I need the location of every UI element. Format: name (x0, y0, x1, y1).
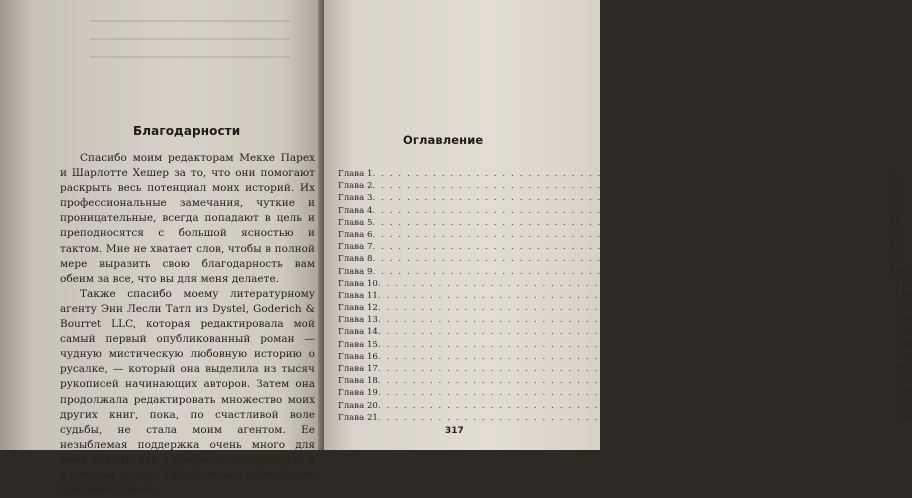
toc-entry (338, 266, 907, 279)
toc-leader-dots: . . . . . . . . . . . . . . . . . . . . . . . . . . . . . . . . . . . . . . . . . . . . . . . . . . . . . . . . . . . . (377, 290, 894, 301)
toc-entry (338, 205, 901, 218)
toc-leader-dots: . . . . . . . . . . . . . . . . . . . . . . . . . . . . . . . . . . . . . . . . . . . . . . . . . . . . . . . . . . . . (377, 400, 894, 411)
toc-entry-label: Глава 3 (338, 193, 373, 204)
toc-leader-dots: . . . . . . . . . . . . . . . . . . . . . . . . . . . . . . . . . . . . . . . . . . . . . . . . . . . . . . . . . . . . (377, 388, 894, 399)
toc-leader-dots: . . . . . . . . . . . . . . . . . . . . . . . . . . . . . . . . . . . . . . . . . . . . . . . . . . . . . . . . . . . . (377, 303, 894, 314)
table-of-contents (338, 169, 912, 425)
toc-entry-page: 129 (895, 315, 912, 326)
toc-leader-dots: . . . . . . . . . . . . . . . . . . . . . . . . . . . . . . . . . . . . . . . . . . . . . . . . . . . . . . . . . . . . (372, 242, 888, 253)
toc-entry-page: 172 (895, 388, 912, 399)
toc-entry (338, 388, 912, 400)
toc-entry-label: Глава 10 (338, 278, 378, 289)
toc-entry-page: 55 (889, 205, 901, 216)
toc-entry-label: Глава 1 (338, 169, 373, 179)
toc-entry (338, 339, 912, 352)
toc-entry (338, 229, 901, 242)
acknowledgements-body (60, 151, 315, 498)
toc-leader-dots: . . . . . . . . . . . . . . . . . . . . . . . . . . . . . . . . . . . . . . . . . . . . . . . . . . . . . . . . . . . . (372, 266, 888, 277)
toc-entry-page: 154 (895, 351, 912, 362)
toc-entry (338, 169, 896, 181)
toc-entry (338, 364, 912, 376)
toc-entry-label: Глава 2 (338, 181, 373, 192)
toc-leader-dots: . . . . . . . . . . . . . . . . . . . . . . . . . . . . . . . . . . . . . . . . . . . . . . . . . . . . . . . . . . . . (372, 205, 888, 216)
toc-leader-dots: . . . . . . . . . . . . . . . . . . . . . . . . . . . . . . . . . . . . . . . . . . . . . . . . . . . . . . . . . . . . (377, 376, 894, 387)
toc-entry (338, 351, 912, 364)
toc-entry (338, 315, 912, 327)
toc-entry (338, 217, 901, 230)
toc-entry (338, 290, 912, 303)
toc-entry-label: Глава 13 (338, 315, 378, 326)
toc-leader-dots: . . . . . . . . . . . . . . . . . . . . . . . . . . . . . . . . . . . . . . . . . . . . . . . . . . . . . . . . . . . . (372, 217, 888, 228)
toc-leader-dots: . . . . . . . . . . . . . . . . . . . . . . . . . . . . . . . . . . . . . . . . . . . . . . . . . . . . . . . . . . . . (372, 193, 888, 204)
toc-entry-label: Глава 4 (338, 205, 373, 216)
toc-entry-page: 145 (895, 339, 912, 350)
toc-entry-page: 114 (895, 278, 912, 289)
toc-entry (338, 400, 912, 413)
toc-entry-label: Глава 19 (338, 388, 378, 399)
show-through-text (90, 20, 290, 90)
toc-leader-dots: . . . . . . . . . . . . . . . . . . . . . . . . . . . . . . . . . . . . . . . . . . . . . . . . . . . . . . . . . . . . (372, 254, 888, 265)
toc-entry (338, 278, 912, 291)
toc-entry (338, 254, 901, 266)
toc-entry-label: Глава 12 (338, 303, 378, 314)
toc-entry-page: 136 (895, 327, 912, 338)
toc-leader-dots: . . . . . . . . . . . . . . . . . . . . . . . . . . . . . . . . . . . . . . . . . . . . . . . . . . . . . . . . . . . . (377, 327, 894, 338)
toc-leader-dots: . . . . . . . . . . . . . . . . . . . . . . . . . . . . . . . . . . . . . . . . . . . . . . . . . . . . . . . . . . . . (377, 315, 894, 326)
toc-heading: Оглавление (403, 133, 484, 147)
toc-entry-page: 14 (889, 181, 901, 192)
toc-entry (338, 242, 901, 254)
toc-entry-label: Глава 18 (338, 376, 378, 387)
toc-entry-label: Глава 21 (338, 412, 378, 423)
acknowledgements-heading: Благодарности (133, 124, 241, 138)
toc-entry (338, 327, 912, 339)
toc-entry-label: Глава 17 (338, 364, 378, 374)
toc-leader-dots: . . . . . . . . . . . . . . . . . . . . . . . . . . . . . . . . . . . . . . . . . . . . . . . . . . . . . . . . . . . . (372, 229, 888, 240)
paragraph: Спасибо моим редакторам Мекхе Парех и Шарлотте Хешер за то, что они помогают раскрыть весь потенциал моих историй. Их профессиональные замечания, чуткие и проницательные, всегда попадают в цель и преподносятся с большой ясностью и тактом. Мне не хватает слов, чтобы в полной мере выразить свою благодарность вам обеим за все, что вы для меня делаете. (60, 152, 315, 285)
toc-entry-page: 85 (889, 242, 901, 253)
toc-entry-page: 157 (895, 364, 912, 374)
toc-entry-page: 66 (889, 217, 901, 228)
toc-entry-page: 31 (889, 193, 901, 204)
toc-entry-label: Глава 6 (338, 229, 373, 240)
toc-leader-dots: . . . . . . . . . . . . . . . . . . . . . . . . . . . . . . . . . . . . . . . . . . . . . . . . . . . . . . . . . . . . (377, 278, 894, 289)
toc-entry (338, 412, 912, 425)
toc-leader-dots: . . . . . . . . . . . . . . . . . . . . . . . . . . . . . . . . . . . . . . . . . . . . . . . . . . . . . . . . . . . . (377, 339, 894, 350)
page-number: 317 (445, 426, 464, 436)
toc-entry-label: Глава 5 (338, 217, 373, 228)
toc-entry-page: 7 (889, 169, 896, 179)
toc-entry-label: Глава 8 (338, 254, 373, 265)
paragraph: Также спасибо моему литературному агенту Энн Лесли Татл из Dystel, Goderich & Bourret LLC, которая редактировала мой самый первый опубликованный роман — чудную мистическую любовную историю о русалке, — который она выделила из тысяч рукописей начинающих авторов. Затем она продолжала редактировать множество моих других книг, пока, по счастливой воле судьбы, не стала моим агентом. Ее незыблемая поддержка очень много для меня значит. Как в профессиональном, так и в личном плане. Прими мою глубочайшую признательность. (60, 287, 315, 497)
toc-entry-label: Глава 16 (338, 351, 378, 362)
toc-entry-label: Глава 20 (338, 400, 378, 411)
toc-entry (338, 193, 901, 205)
toc-entry-label: Глава 15 (338, 339, 378, 350)
toc-entry-page: 72 (889, 229, 901, 240)
toc-entry-label: Глава 7 (338, 242, 373, 253)
toc-leader-dots: . . . . . . . . . . . . . . . . . . . . . . . . . . . . . . . . . . . . . . . . . . . . . . . . . . . . . . . . . . . . (377, 364, 894, 374)
toc-leader-dots: . . . . . . . . . . . . . . . . . . . . . . . . . . . . . . . . . . . . . . . . . . . . . . . . . . . . . . . . . . . . (372, 181, 888, 192)
toc-entry-label: Глава 11 (338, 290, 378, 301)
toc-entry (338, 303, 912, 315)
toc-entry (338, 376, 912, 388)
toc-entry-page: 120 (895, 303, 912, 314)
toc-entry-label: Глава 14 (338, 327, 378, 338)
toc-leader-dots: . . . . . . . . . . . . . . . . . . . . . . . . . . . . . . . . . . . . . . . . . . . . . . . . . . . . . . . . . . . . (377, 412, 894, 423)
toc-leader-dots: . . . . . . . . . . . . . . . . . . . . . . . . . . . . . . . . . . . . . . . . . . . . . . . . . . . . . . . . . . . . (377, 351, 894, 362)
toc-entry-page: 118 (895, 290, 912, 301)
toc-leader-dots: . . . . . . . . . . . . . . . . . . . . . . . . . . . . . . . . . . . . . . . . . . . . . . . . . . . . . . . . . . . . (372, 169, 888, 179)
toc-entry-page: 193 (895, 412, 912, 423)
toc-entry-label: Глава 9 (338, 266, 373, 277)
toc-entry-page: 100 (889, 266, 907, 277)
toc-entry (338, 181, 901, 193)
toc-entry-page: 177 (895, 400, 912, 411)
toc-entry-page: 167 (895, 376, 912, 387)
toc-entry-page: 92 (889, 254, 901, 265)
